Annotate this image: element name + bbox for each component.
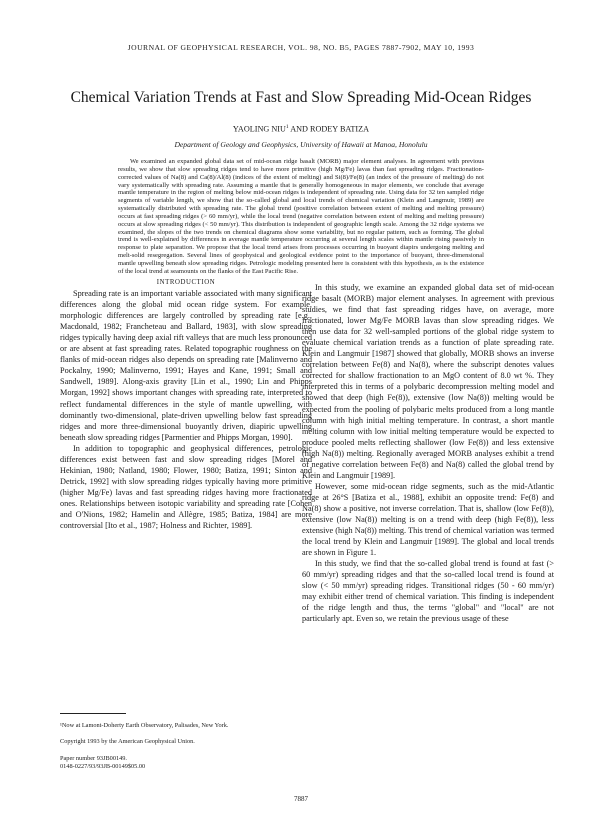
right-paragraph-1: In this study, we examine an expanded global data set of mid-ocean ridge basalt (MORB) major element analyses. In agreement with previous studies, we find that fast spreading ridges have, on average, more fractionated, lower Mg/Fe MORB lavas than slow spreading ridges. We then use data for 32 well-sampled portions of the global ridge system to evaluate chemical variation trends as a function of plate spreading rate. Klein and Langmuir [1987] showed that globally, MORB shows an inverse correlation between Fe(8) and Na(8), where the subscript denotes values corrected for shallow fractionation to an MgO content of 8.0 wt %. They interpreted this in terms of a polybaric decompression melting model and showed that deep (high Fe(8)), extensive (low Na(8)) melting would be expected from the pooling of polybaric melts produced from a long mantle column with high initial melting temperature. In contrast, a short mantle melting column with low initial melting temperature would be expected to produce pooled melts reflecting shallower (low Fe(8)) and less extensive (high Na(8)) melting. Regionally averaged MORB analyses exhibit a trend of negative correlation between Fe(8) and Na(8) called the global trend by Klein and Langmuir [1989]. [302, 283, 554, 480]
footnote-spacer [60, 747, 312, 755]
journal-header: JOURNAL OF GEOPHYSICAL RESEARCH, VOL. 98, NO. B5, PAGES 7887-7902, MAY 10, 1993 [127, 43, 475, 52]
footnote-spacer [60, 730, 312, 738]
author-footnote-marker: 1 [285, 124, 289, 130]
footnote-divider [60, 713, 126, 714]
author-line [0, 124, 602, 134]
left-column [60, 277, 312, 531]
author-rest: AND RODEY BATIZA [288, 124, 370, 134]
intro-paragraph-2: In addition to topographic and geophysical differences, petrologic differences exist between fast and slow spreading ridges [Morel and Hekinian, 1980; Natland, 1980; Flower, 1980; Batiza, 1991; Sinton and Detrick, 1992] with slow spreading ridges typically having more primitive (higher Mg/Fe) lavas and fast spreading ridges having more fractionated ones. Relationships between isotopic variability and spreading rate [Cohen and O'Nions, 1982; Hamelin and Allègre, 1985; Batiza, 1984] are more controversial [Ito et al., 1987; Holness and Richter, 1989]. [60, 443, 312, 531]
section-heading-introduction: INTRODUCTION [156, 279, 216, 286]
footnote-affiliation: ¹Now at Lamont-Doherty Earth Observatory, Palisades, New York. [60, 722, 229, 729]
affiliation: Department of Geology and Geophysics, University of Hawaii at Manoa, Honolulu [174, 140, 428, 149]
author-first: YAOLING NIU [232, 124, 286, 134]
right-column [302, 282, 554, 624]
abstract-text: We examined an expanded global data set of mid-ocean ridge basalt (MORB) major element analyses. In agreement with previous results, we show that slow spreading ridges tend to have more primitive (high Mg/Fe) lavas than fast spreading ridges. Fractionation-corrected values of Na(8) and Ca(8)/Al(8) (indices of the extent of melting) and Si(8)/Fe(8) (an index of the pressure of melting) do not vary systematically with spreading rate. Assuming a mantle that is generally homogeneous in major elements, we conclude that average mantle temperature in the region of melting below mid-ocean ridges is independent of spreading rate. Using data for 32 ten sampled ridge segments of variable length, we show that the so-called global and local trends of chemical variation (Klein and Langmuir, 1989) are systematically distributed with spreading rate. The global trend (positive correlation between extent of melting and melting pressure) occurs at fast spreading ridges (> 60 mm/yr), while the local trend (negative correlation between extent of melting and melting pressure) occurs at slow spreading ridges (< 50 mm/yr). This distribution is independent of geographic length scale. Among the 32 ridge systems we examined, the slopes of the two trends on chemical diagrams show some variability, but no regular pattern, such as forming. The global trend is well-explained by differences in average mantle temperature occurring at several length scales within mantle rising passively in response to plate separation. We propose that the local trend arises from processes occurring in buoyant diapirs undergoing melting and melt-solid resegregation. Several lines of geophysical and geological evidence point to the importance of buoyant, three-dimensional mantle upwelling beneath slow spreading ridges. Petrologic modeling presented here is consistent with this hypothesis, as is the existence of the local trend at seamounts on the flanks of the East Pacific Rise. [118, 158, 484, 275]
right-paragraph-3: In this study, we find that the so-called global trend is found at fast (> 60 mm/yr) spreading ridges and that the so-called local trend is found at slow (< 50 mm/yr) spreading ridges. Transitional ridges (50 - 60 mm/yr) may exhibit either trend of chemical variation. This finding is independent of the ridge length and thus, the terms "global" and "local" are not particularly apt. Even so, we retain the previous usage of these [302, 559, 554, 624]
intro-paragraph-1: Spreading rate is an important variable associated with many significant differences along the global mid ocean ridge system. For example, morphologic differences are largely controlled by spreading rate [e.g., Macdonald, 1982; Francheteau and Ballard, 1983], with slow spreading ridges typically having deep axial rift valleys that are much less pronounced or are absent at fast spreading rates. Related topographic roughness on the flanks of mid-ocean ridges also depends on spreading rate [Malinverno and Pockalny, 1990; Malinverno, 1991; Hayes and Kane, 1991; Small and Sandwell, 1989]. Along-axis gravity [Lin et al., 1990; Lin and Phipps Morgan, 1992] shows important changes with spreading rate, interpreted to reflect fundamental differences in the style of mantle upwelling, with dominantly two-dimensional, plate-driven upwelling below fast spreading ridges and more three-dimensional buoyantly driven, diapiric upwelling beneath slow spreading ridges [Parmentier and Phipps Morgan, 1990]. [60, 289, 312, 442]
footnote-paper-number: Paper number 93JB00149. [60, 754, 127, 762]
footnote-code: 0148-0227/93/93JB-00149$05.00 [60, 763, 146, 771]
footnotes [60, 722, 312, 772]
footnote-copyright: Copyright 1993 by the American Geophysical Union. [60, 738, 195, 746]
abstract [118, 158, 484, 276]
paper-title: Chemical Variation Trends at Fast and Slow Spreading Mid-Ocean Ridges [70, 89, 532, 106]
right-paragraph-2: However, some mid-ocean ridge segments, such as the mid-Atlantic ridge at 26°S [Batiza et al., 1988], exhibit an opposite trend: Fe(8) and Na(8) show a positive, not inverse correlation. That is, shallow (low Fe(8)), extensive (low Na(8)) melting is on a trend with deep (high Fe(8)), less extensive (high Na(8)) melting. This trend of chemical variation was termed the local trend by Klein and Langmuir [1989]. The global and local trends are shown in Figure 1. [302, 481, 554, 558]
page-number: 7887 [294, 795, 308, 803]
